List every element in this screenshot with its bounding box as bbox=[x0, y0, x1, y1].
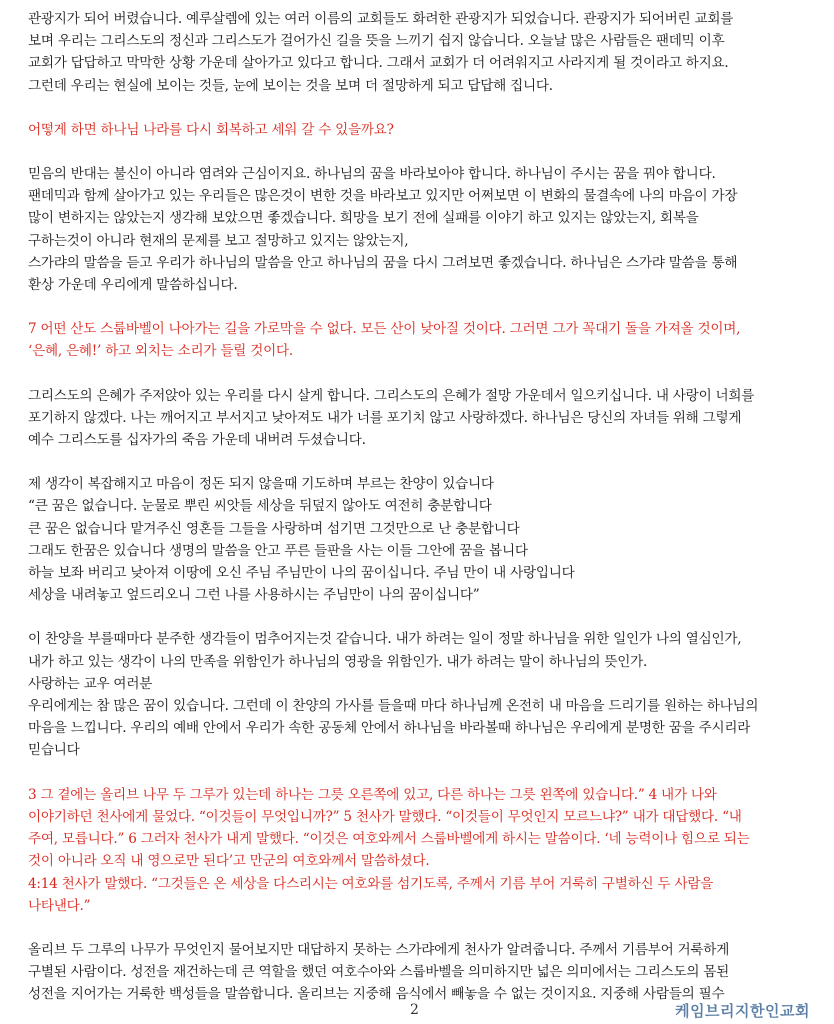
text-line: 하늘 보좌 버리고 낮아져 이땅에 오신 주님 주님만이 나의 꿈이십니다. 주님 만이 내 사랑입니다 bbox=[28, 565, 575, 582]
text-line: 이야기하던 천사에게 물었다. “이것들이 무엇입니까?” 5 천사가 말했다. “이것들이 무엇인지 모르느냐?” 내가 대답했다. “내 bbox=[28, 808, 742, 825]
text-line: ‘은혜, 은혜!’ 하고 외치는 소리가 들릴 것이다. bbox=[28, 343, 293, 360]
text-line: 사랑하는 교우 여러분 bbox=[28, 675, 153, 692]
text-paragraph bbox=[28, 163, 812, 296]
text-line: 환상 가운데 우리에게 말씀하십니다. bbox=[28, 277, 238, 294]
text-line: 교회가 답답하고 막막한 상황 가운데 살아가고 있다고 합니다. 그래서 교회가 더 어려워지고 사라지게 될 것이라고 하지요. bbox=[28, 55, 729, 72]
text-line: 관광지가 되어 버렸습니다. 예루살렘에 있는 여러 이름의 교회들도 화려한 관광지가 되었습니다. 관광지가 되어버린 교회를 bbox=[28, 11, 734, 27]
text-paragraph bbox=[28, 473, 812, 606]
text-line: 마음을 느낍니다. 우리의 예배 안에서 우리가 속한 공동체 안에서 하나님을 바라볼때 하나님은 우리에게 분명한 꿈을 주시리라 bbox=[28, 720, 751, 737]
text-line: 어떻게 하면 하나님 나라를 다시 회복하고 세워 갈 수 있을까요? bbox=[28, 121, 394, 138]
text-line: 예수 그리스도를 십자가의 죽음 가운데 내버려 두셨습니다. bbox=[28, 432, 366, 449]
paragraph-gap bbox=[28, 141, 812, 163]
text-line: 큰 꿈은 없습니다 맡겨주신 영혼들 그들을 사랑하며 섬기면 그것만으로 난 충분합니다 bbox=[28, 520, 520, 537]
text-line: 그래도 한꿈은 있습니다 생명의 말씀을 안고 푸른 들판을 사는 이들 그안에 꿈을 봅니다 bbox=[28, 542, 528, 559]
text-line: 포기하지 않겠다. 나는 깨어지고 부서지고 낮아져도 내가 너를 포기치 않고 사랑하겠다. 하나님은 당신의 자녀들 위해 그렇게 bbox=[28, 409, 742, 426]
text-line: 7 어떤 산도 스룹바벨이 나아가는 길을 가로막을 수 없다. 모든 산이 낮아질 것이다. 그러면 그가 꼭대기 돌을 가져올 것이며, bbox=[28, 321, 741, 338]
text-paragraph bbox=[28, 8, 812, 97]
text-line: 이 찬양을 부를때마다 분주한 생각들이 멈추어지는것 같습니다. 내가 하려는 일이 정말 하나님을 위한 일인가 나의 열심인가, bbox=[28, 631, 742, 648]
text-line: 팬데믹과 함께 살아가고 있는 우리들은 많은것이 변한 것을 바라보고 있지만 어쩌보면 이 변화의 물결속에 나의 마음이 가장 bbox=[28, 188, 738, 205]
text-line: 것이 아니라 오직 내 영으로만 된다’고 만군의 여호와께서 말씀하셨다. bbox=[28, 853, 430, 870]
paragraph-gap bbox=[28, 917, 812, 939]
page-number: 2 bbox=[410, 1002, 419, 1018]
text-line: 주여, 모릅니다.” 6 그러자 천사가 내게 말했다. “이것은 여호와께서 스룹바벨에게 하시는 말씀이다. ‘네 능력이나 힘으로 되는 bbox=[28, 831, 750, 848]
scripture-paragraph bbox=[28, 119, 812, 141]
text-line: 많이 변하지는 않았는지 생각해 보았으면 좋겠습니다. 희망을 보기 전에 실패를 이야기 하고 있지는 않았는지, 회복을 bbox=[28, 210, 699, 227]
paragraph-gap bbox=[28, 296, 812, 318]
text-line: 올리브 두 그루의 나무가 무엇인지 물어보지만 대답하지 못하는 스가랴에게 천사가 알려줍니다. 주께서 기름부어 거룩하게 bbox=[28, 941, 730, 958]
text-line: 제 생각이 복잡해지고 마음이 정돈 되지 않을때 기도하며 부르는 찬양이 있습니다 bbox=[28, 476, 494, 493]
text-line: 4:14 천사가 말했다. “그것들은 온 세상을 다스리시는 여호와를 섬기도록, 주께서 기름 부어 거룩히 구별하신 두 사람을 bbox=[28, 875, 714, 892]
text-line: 3 그 곁에는 올리브 나무 두 그루가 있는데 하나는 그릇 오른쪽에 있고, 다른 하나는 그릇 왼쪽에 있습니다.” 4 내가 나와 bbox=[28, 786, 717, 803]
text-line: 구별된 사람이다. 성전을 재건하는데 큰 역할을 했던 여호수아와 스룹바벨을 의미하지만 넓은 의미에서는 그리스도의 몸된 bbox=[28, 964, 730, 981]
text-line: 나타낸다.” bbox=[28, 897, 91, 914]
text-paragraph bbox=[28, 939, 812, 1006]
paragraph-gap bbox=[28, 762, 812, 784]
text-line: 그리스도의 은혜가 주저앉아 있는 우리를 다시 살게 합니다. 그리스도의 은혜가 절망 가운데서 일으키십니다. 내 사랑이 너희를 bbox=[28, 387, 755, 404]
paragraph-gap bbox=[28, 363, 812, 385]
text-line: 우리에게는 참 많은 꿈이 있습니다. 그런데 이 찬양의 가사를 들을때 마다 하나님께 온전히 내 마음을 드리기를 원하는 하나님의 bbox=[28, 698, 759, 715]
sermon-body bbox=[28, 8, 812, 1006]
text-line: “큰 꿈은 없습니다. 눈물로 뿌린 씨앗들 세상을 뒤덮지 않아도 여전히 충분합니다 bbox=[28, 498, 492, 515]
paragraph-gap bbox=[28, 606, 812, 628]
paragraph-gap bbox=[28, 97, 812, 119]
church-name-logo: 케임브리지한인교회 bbox=[675, 1002, 810, 1020]
text-line: 스가랴의 말씀을 듣고 우리가 하나님의 말씀을 안고 하나님의 꿈을 다시 그려보면 좋겠습니다. 하나님은 스가랴 말씀을 통해 bbox=[28, 254, 738, 271]
text-paragraph bbox=[28, 385, 812, 452]
text-line: 세상을 내려놓고 엎드리오니 그런 나를 사용하시는 주님만이 나의 꿈이십니다” bbox=[28, 587, 480, 604]
scripture-paragraph bbox=[28, 784, 812, 917]
text-line: 구하는것이 아니라 현재의 문제를 보고 절망하고 있지는 않았는지, bbox=[28, 232, 409, 249]
text-line: 보며 우리는 그리스도의 정신과 그리스도가 걸어가신 길을 뜻을 느끼기 쉽지 않습니다. 오늘날 많은 사람들은 팬데믹 이후 bbox=[28, 33, 725, 50]
text-line: 믿습니다 bbox=[28, 742, 80, 759]
text-line: 그런데 우리는 현실에 보이는 것들, 눈에 보이는 것을 보며 더 절망하게 되고 답답해 집니다. bbox=[28, 77, 553, 94]
text-line: 믿음의 반대는 불신이 아니라 염려와 근심이지요. 하나님의 꿈을 바라보아야 합니다. 하나님이 주시는 꿈을 꿔야 합니다. bbox=[28, 166, 716, 183]
scripture-paragraph bbox=[28, 318, 812, 362]
text-line: 내가 하고 있는 생각이 나의 만족을 위함인가 하나님의 영광을 위함인가. 내가 하려는 말이 하나님의 뜻인가. bbox=[28, 653, 648, 670]
paragraph-gap bbox=[28, 451, 812, 473]
text-line: 성전을 지어가는 거룩한 백성들을 말씀합니다. 올리브는 지중해 음식에서 빼놓을 수 없는 것이지요. 지중해 사람들의 필수 bbox=[28, 986, 725, 1003]
text-paragraph bbox=[28, 628, 812, 761]
